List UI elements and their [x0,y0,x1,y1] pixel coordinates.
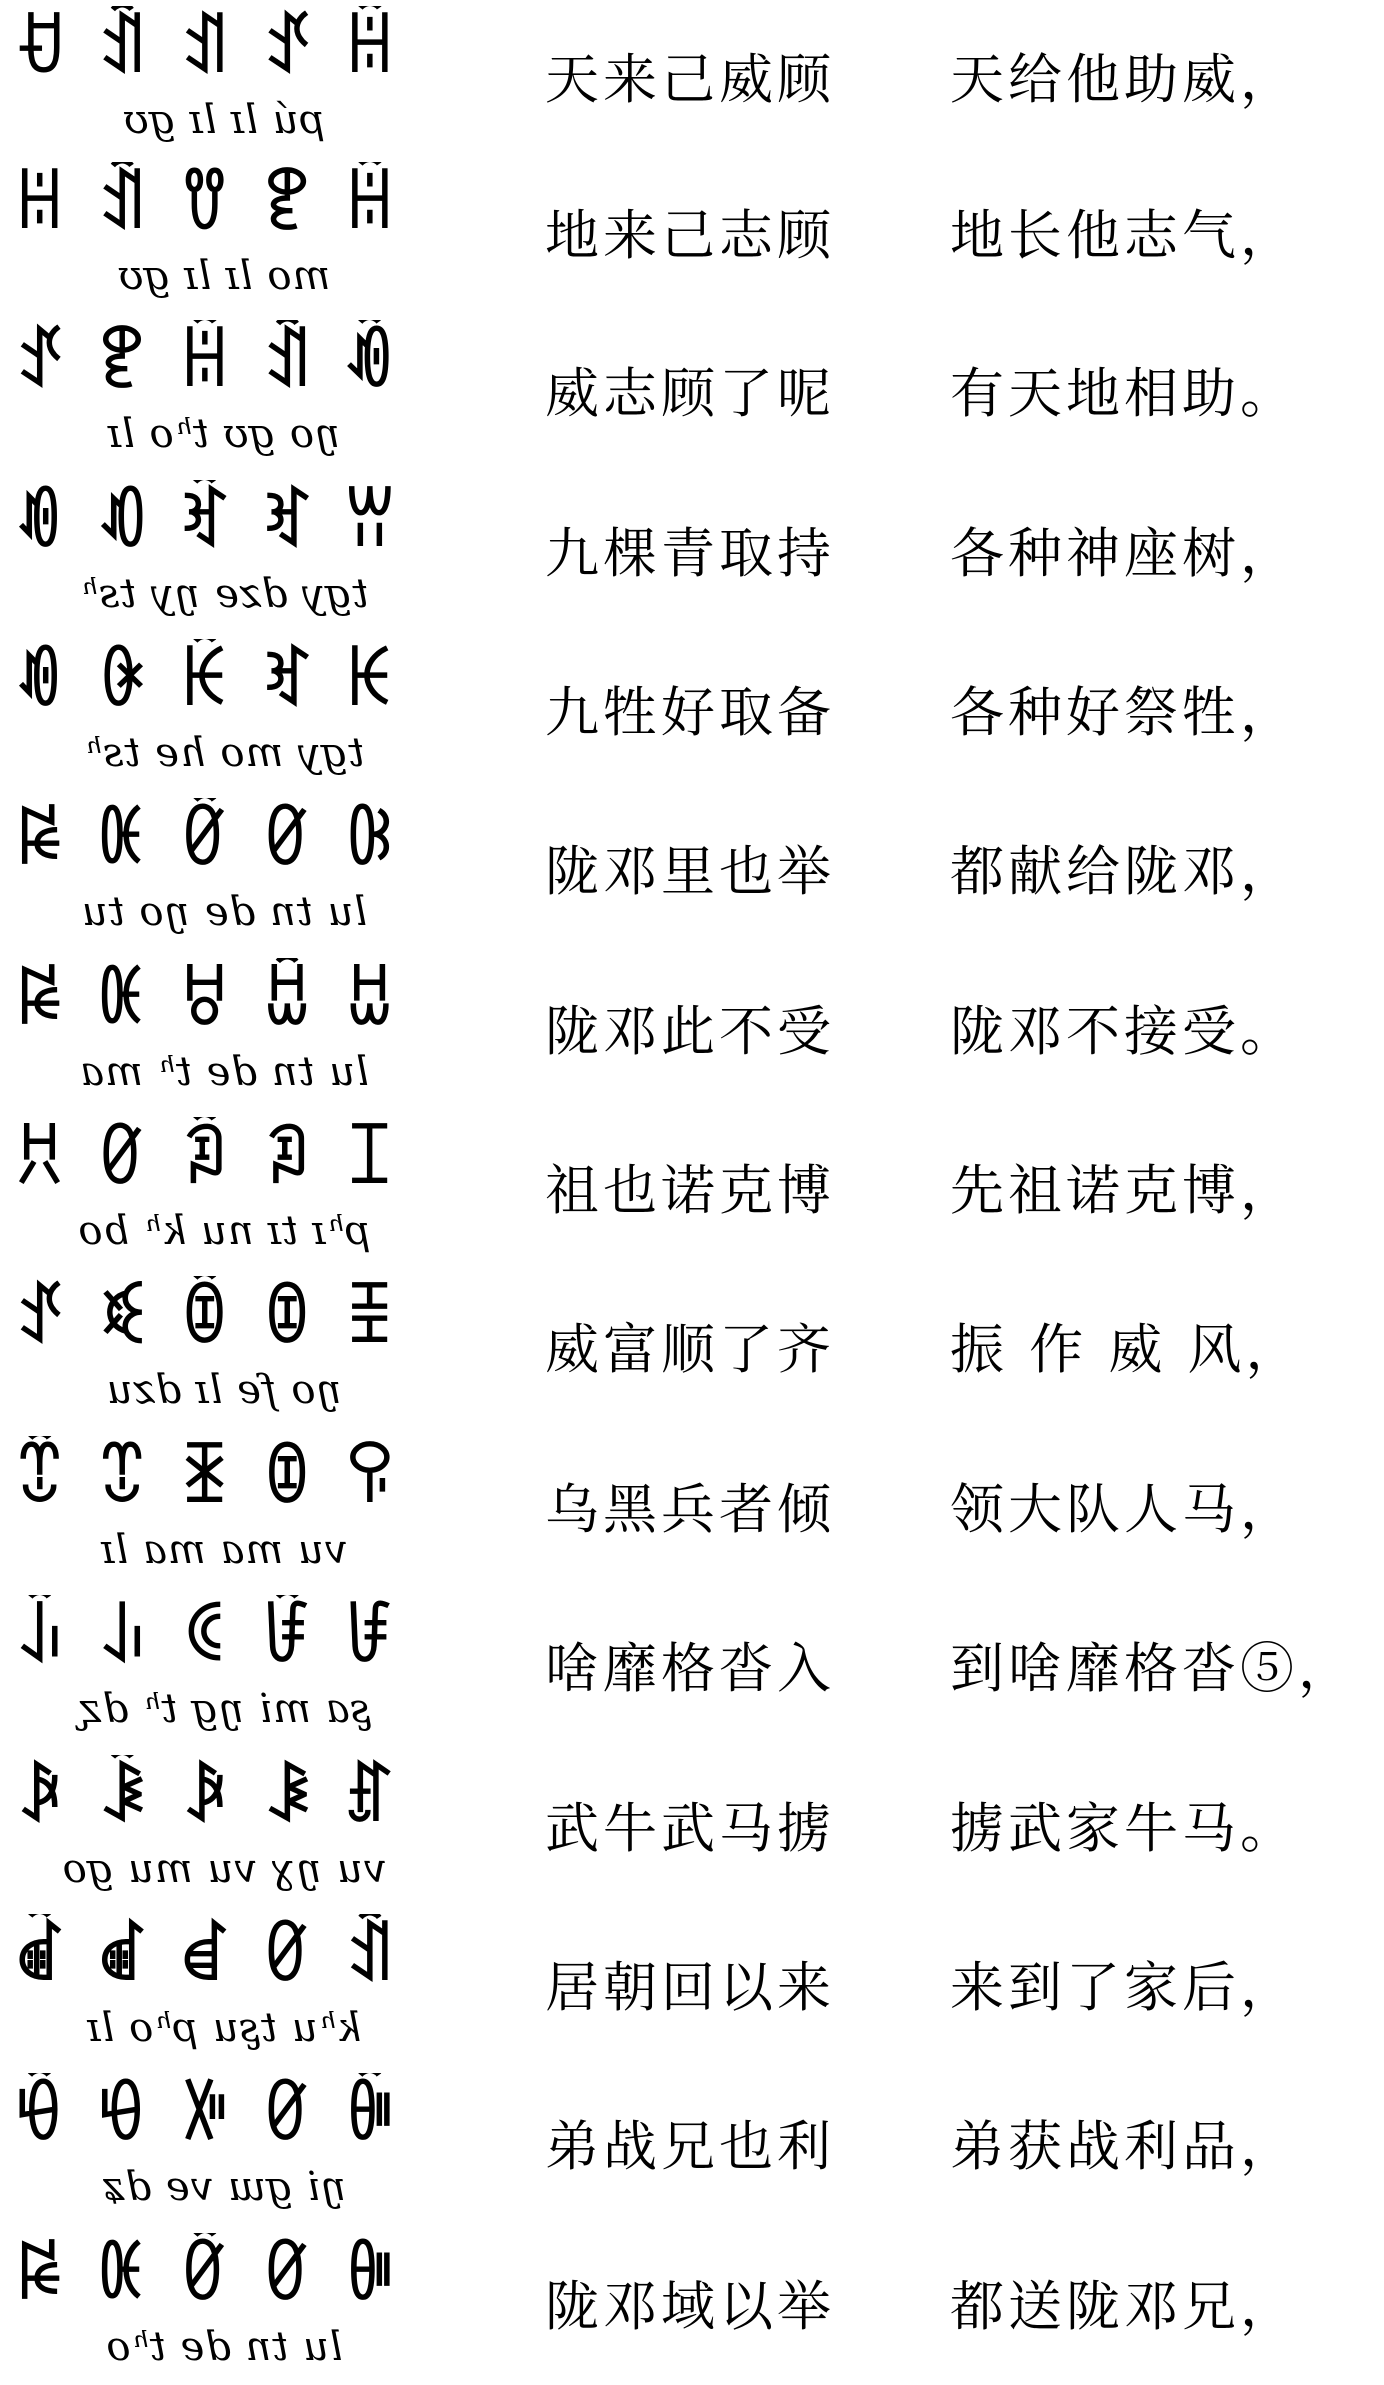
literal-gloss: 祖也诺克博 [545,1159,835,1222]
literal-gloss: 乌黑兵者倾 [545,1478,835,1541]
literal-gloss: 九牲好取备 [545,681,835,744]
verse-row [0,952,1384,1110]
original-script-glyphs: ꀍ ꀉ ꀎ ꀏ ꀌ [14,166,400,243]
verse-row [0,1589,1384,1747]
verse-row [0,474,1384,632]
romanization-line: vu ŋɣ vu mu ɡo [61,1846,387,1892]
free-translation: 到啥靡格沓⑤， [950,1637,1356,1700]
original-script-glyphs: ꀡ ꀜ ꀢ ꀣ ꀤ [14,1121,400,1198]
free-translation: 先祖诺克博， [950,1159,1298,1222]
original-script-glyphs: ꀲ ꀳ ꀲ ꀴ ꀵ [14,1759,400,1836]
romanization-line: ʂa mi ŋɡ tʰ dʐ [76,1686,372,1732]
original-script-glyphs: ꀙ ꀚ ꀞ ꀟ ꀠ [14,962,400,1039]
romanization-line: ŋi ɡɯ ve dʑ [101,2164,347,2210]
script-cell [14,162,434,308]
script-cell [14,1276,434,1422]
verse-row [0,1430,1384,1588]
free-translation: 来到了家后， [950,1956,1298,2019]
free-translation: 天给他助威， [950,48,1298,111]
romanization-line: kʰu tʂu pʰo lɪ [86,2005,362,2051]
original-script-glyphs: ꀙ ꀚ ꀛ ꀜ ꀝ [14,802,400,879]
free-translation: 都送陇邓兄， [950,2275,1298,2338]
romanization-line: pú lɪ lɪ ɡʊ [122,97,326,143]
verse-row [0,1270,1384,1428]
free-translation: 掳武家牛马。 [950,1797,1298,1860]
romanization-line: ŋo fe lɪ dzu [105,1367,343,1413]
free-translation: 陇邓不接受。 [950,1000,1298,1063]
script-cell [14,1914,434,2060]
verse-row [0,1908,1384,2066]
script-cell [14,1436,434,1582]
romanization-line: lu tn de tʰ ma [79,1049,369,1095]
script-cell [14,958,434,1104]
literal-gloss: 武牛武马掳 [545,1797,835,1860]
verse-row [0,2227,1384,2385]
free-translation: 地长他志气， [950,204,1298,267]
original-script-glyphs: ꀶ ꀷ ꀸ ꀜ ꀉ [14,1918,400,1995]
romanization-line: ŋo ɡʊ tʰo lɪ [107,411,341,457]
original-script-glyphs: ꀩ ꀪ ꀫ ꀧ ꀬ [14,1440,400,1517]
verse-row [0,0,1384,158]
free-translation: 弟获战利品， [950,2115,1298,2178]
original-script-glyphs: ꀋ ꀏ ꀌ ꀉ ꀐ [14,324,400,401]
free-translation: 有天地相助。 [950,362,1298,425]
romanization-line: tɡy dze ŋy tsʰ [79,571,369,617]
script-cell [14,1117,434,1263]
original-script-glyphs: ꀀ ꀉ ꀊ ꀋ ꀌ [14,10,400,87]
script-cell [14,2073,434,2219]
original-script-glyphs: ꀭ ꀮ ꀯ ꀰ ꀱ [14,1599,400,1676]
script-cell [14,320,434,466]
romanization-line: tɡy mo he tsʰ [83,730,365,776]
romanization-line: vu ma ma lɪ [100,1527,348,1573]
verse-row [0,1111,1384,1269]
original-script-glyphs: ꀑ ꀖ ꀗ ꀔ ꀘ [14,643,400,720]
literal-gloss: 威富顺了齐 [545,1318,835,1381]
literal-gloss: 天来己威顾 [545,48,835,111]
literal-gloss: 陇邓域以举 [545,2275,835,2338]
literal-gloss: 地来己志顾 [545,204,835,267]
literal-gloss: 九棵青取持 [545,522,835,585]
script-cell [14,639,434,785]
literal-gloss: 居朝回以来 [545,1956,835,2019]
literal-gloss: 啥靡格沓入 [545,1637,835,1700]
romanization-line: lu tn de ŋo tu [80,889,368,935]
verse-row [0,633,1384,791]
original-script-glyphs: ꀙ ꀚ ꀛ ꀜ ꀽ [14,2237,400,2314]
script-cell [14,1755,434,1901]
verse-row [0,2067,1384,2225]
literal-gloss: 陇邓此不受 [545,1000,835,1063]
original-script-glyphs: ꀑ ꀒ ꀓ ꀔ ꀕ [14,484,400,561]
romanization-line: pʰɪ tɪ nu kʰ bo [77,1208,371,1254]
literal-gloss: 陇邓里也举 [545,840,835,903]
verse-row [0,314,1384,472]
literal-gloss: 威志顾了呢 [545,362,835,425]
verse-row [0,1749,1384,1907]
free-translation: 各种好祭牲， [950,681,1298,744]
free-translation: 振 作 威 风， [950,1318,1304,1381]
free-translation: 领大队人马， [950,1478,1298,1541]
script-cell [14,2233,434,2379]
verse-row [0,156,1384,314]
verse-row [0,792,1384,950]
original-script-glyphs: ꀋ ꀥ ꀦ ꀧ ꀨ [14,1280,400,1357]
romanization-line: lu tn de tʰo [105,2324,343,2370]
script-cell [14,1595,434,1741]
script-cell [14,480,434,626]
romanization-line: mo lɪ lɪ ɡʊ [117,253,331,299]
free-translation: 都献给陇邓， [950,840,1298,903]
original-script-glyphs: ꀹ ꀺ ꀻ ꀜ ꀼ [14,2077,400,2154]
literal-gloss: 弟战兄也利 [545,2115,835,2178]
script-cell [14,6,434,152]
free-translation: 各种神座树， [950,522,1298,585]
script-cell [14,798,434,944]
